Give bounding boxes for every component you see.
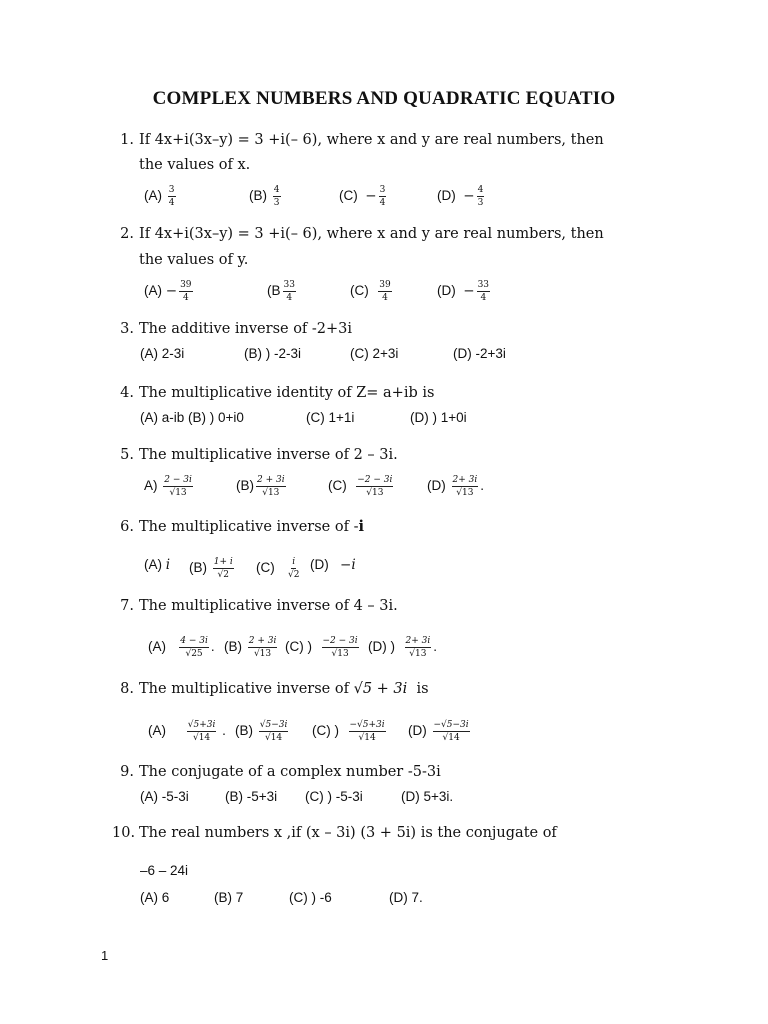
question-number: 1. [120,132,134,148]
option-a-b: (A) a-ib (B) ) 0+i0 [140,410,244,425]
option-b: (B) $\frac{√5-3i}{√14}$ [235,720,288,743]
question-7 [112,597,398,615]
option-d: (D) $\frac{2+ 3i}{√13}$ . [427,475,485,498]
fraction: $\frac{2 + 3i}{√13}$ [248,636,277,659]
imaginary-unit: i [358,518,364,535]
option-a: (A) 2-3i [140,346,185,361]
option-d: (D) 5+3i. [401,789,454,804]
option-a: A) $\frac{2 - 3i}{√13}$ [144,475,192,498]
fraction: $\frac{39}{4}$ [379,280,391,303]
option-a: (A) $\frac{4 - 3i}{√25}$ . [148,636,215,659]
question-number: 8. [120,681,134,697]
option-d: (D) ) $\frac{2+ 3i}{√13}$ . [368,636,438,659]
question-number: 6. [120,519,134,535]
question-1 [112,131,604,149]
question-text: The multiplicative inverse of [139,681,349,697]
fraction: $\frac{-2 - 3i}{√13}$ [322,636,358,659]
question-9 [112,763,441,781]
question-number: 7. [120,598,134,614]
fraction: $\frac{√5+3i}{√14}$ [187,720,216,743]
option-d: (D) $\frac{-√5-3i}{√14}$ [408,720,469,743]
fraction: $\frac{33}{4}$ [283,280,295,303]
question-text: If 4x+i(3x–y) = 3 +i(– 6), where x and y are real numbers, then [139,226,604,242]
question-number: 3. [120,321,134,337]
question-number: 2. [120,226,134,242]
question-8 [112,680,429,698]
fraction: $\frac{1+ i}{√2}$ [213,557,233,580]
question-10 [112,824,557,842]
page-number: 1 [101,948,109,963]
question-text: The multiplicative inverse of - [139,519,359,535]
option-b: (B) ) -2-3i [244,346,301,361]
question-text-cont: –6 – 24i [140,863,189,878]
option-c: (C) $\frac{-2 - 3i}{√13}$ [328,475,393,498]
question-text-cont: the values of y. [139,252,249,268]
option-b: (B) 7 [214,890,244,905]
question-text: The multiplicative inverse of 4 – 3i. [139,598,398,614]
question-text: The real numbers x ,if (x – 3i) (3 + 5i) is the conjugate of [139,825,557,841]
math-expression: √5 + 3i [353,681,408,697]
option-d: (D) −i [310,557,356,573]
option-a: (A) $\frac{√5+3i}{√14}$ . [148,720,226,743]
question-4 [112,384,434,402]
fraction: $\frac{4}{3}$ [273,185,280,208]
question-text: The conjugate of a complex number -5-3i [139,764,441,780]
question-5 [112,446,398,464]
option-b: (B) -5+3i [225,789,278,804]
question-text: The additive inverse of -2+3i [139,321,353,337]
option-a: (A) -5-3i [140,789,189,804]
fraction: $\frac{3}{4}$ [168,185,175,208]
question-text-cont: the values of x. [139,157,251,173]
option-a: (A) i [144,557,171,573]
option-a: (A) − $\frac{39}{4}$ [144,280,192,303]
option-c: (C) − $\frac{3}{4}$ [339,185,386,208]
option-b: (B $\frac{33}{4}$ [267,280,295,303]
option-c: (C) ) $\frac{-√5+3i}{√14}$ [312,720,385,743]
question-2 [112,225,604,243]
option-b: (B) $\frac{4}{3}$ [249,185,280,208]
fraction: $\frac{4 - 3i}{√25}$ [180,636,208,659]
option-c: (C) $\frac{39}{4}$ [350,280,391,303]
question-text-tail: is [416,681,429,697]
fraction: $\frac{√5-3i}{√14}$ [259,720,288,743]
question-number: 10. [112,825,136,841]
option-b: (B) $\frac{2 + 3i}{√13}$ [224,636,277,659]
document-title: COMPLEX NUMBERS AND QUADRATIC EQUATIO [152,88,616,109]
fraction: $\frac{4}{3}$ [477,185,484,208]
option-b: (B) $\frac{2 + 3i}{√13}$ [236,475,285,498]
option-c: (C) 2+3i [350,346,399,361]
option-b: (B) $\frac{1+ i}{√2}$ [189,557,233,580]
option-d: (D) 7. [389,890,423,905]
question-number: 9. [120,764,134,780]
option-d: (D) -2+3i [453,346,506,361]
fraction: $\frac{2+ 3i}{√13}$ [405,636,431,659]
question-3 [112,320,352,338]
question-text: If 4x+i(3x–y) = 3 +i(– 6), where x and y are real numbers, then [139,132,604,148]
option-c: (C) ) $\frac{-2 - 3i}{√13}$ [285,636,358,659]
option-c: (C) $\frac{i}{√2}$ [256,557,300,580]
option-d: (D) − $\frac{4}{3}$ [437,185,484,208]
fraction: $\frac{2 - 3i}{√13}$ [164,475,192,498]
option-d: (D) ) 1+0i [410,410,467,425]
question-6 [112,518,364,536]
fraction: $\frac{-√5-3i}{√14}$ [433,720,469,743]
fraction: $\frac{2 + 3i}{√13}$ [257,475,285,498]
option-c: (C) 1+1i [306,410,355,425]
fraction: $\frac{39}{4}$ [180,280,192,303]
fraction: $\frac{-2 - 3i}{√13}$ [357,475,393,498]
question-text: The multiplicative identity of Z= a+ib is [139,385,435,401]
option-a: (A) 6 [140,890,170,905]
option-d: (D) − $\frac{33}{4}$ [437,280,490,303]
option-a: (A) $\frac{3}{4}$ [144,185,175,208]
option-c: (C) ) -5-3i [305,789,363,804]
fraction: $\frac{3}{4}$ [379,185,386,208]
question-text: The multiplicative inverse of 2 – 3i. [139,447,398,463]
question-number: 5. [120,447,134,463]
fraction: $\frac{2+ 3i}{√13}$ [452,475,478,498]
fraction: $\frac{-√5+3i}{√14}$ [349,720,385,743]
fraction: $\frac{i}{√2}$ [288,557,300,580]
option-c: (C) ) -6 [289,890,332,905]
question-number: 4. [120,385,134,401]
fraction: $\frac{33}{4}$ [477,280,490,303]
